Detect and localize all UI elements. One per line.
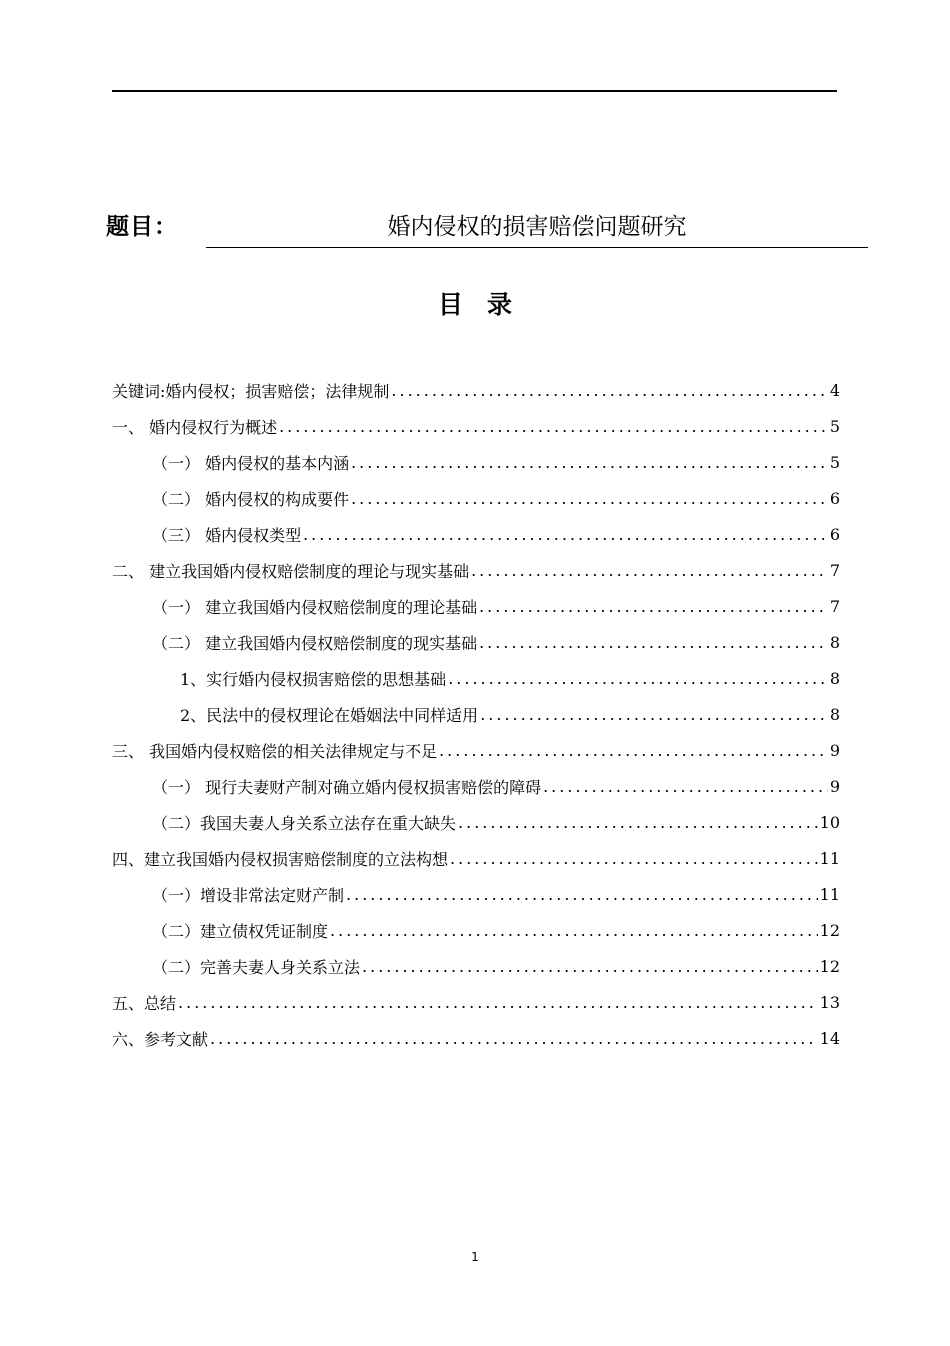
toc-entry-text: 2、民法中的侵权理论在婚姻法中同样适用 (180, 705, 479, 725)
toc-heading: 目录 (437, 290, 536, 319)
toc-entry-page: 13 (819, 992, 840, 1012)
toc-entry-page: 14 (819, 1028, 840, 1048)
toc-entry[interactable] (112, 840, 840, 876)
toc-entry-page: 7 (829, 596, 840, 616)
toc-entry[interactable] (112, 372, 840, 408)
toc-leader-dots (362, 957, 818, 976)
toc-entry-text: 五、总结 (112, 993, 177, 1013)
toc-leader-dots (458, 813, 818, 832)
toc-leader-dots (439, 741, 828, 760)
toc-leader-dots (178, 993, 818, 1012)
toc-entry[interactable] (112, 804, 840, 840)
toc-entry[interactable] (112, 732, 840, 768)
toc-leader-dots (543, 777, 828, 796)
toc-entry[interactable] (112, 444, 840, 480)
title-label: 题目： (106, 214, 178, 240)
toc-entry[interactable] (112, 912, 840, 948)
toc-leader-dots (279, 417, 828, 436)
toc-leader-dots (210, 1029, 818, 1048)
toc-entry-page: 8 (829, 668, 840, 688)
toc-entry-page: 11 (819, 848, 840, 868)
toc-entry-text: （三） 婚内侵权类型 (152, 525, 302, 545)
toc-entry[interactable] (112, 480, 840, 516)
toc-leader-dots (450, 849, 818, 868)
toc-entry-page: 5 (829, 416, 840, 436)
toc-entry-page: 6 (829, 524, 840, 544)
toc-entry-page: 11 (819, 884, 840, 904)
toc-leader-dots (351, 489, 828, 508)
toc-entry-text: （一） 现行夫妻财产制对确立婚内侵权损害赔偿的障碍 (152, 777, 542, 797)
toc-entry-page: 8 (829, 632, 840, 652)
toc-entry-text: 二、 建立我国婚内侵权赔偿制度的理论与现实基础 (112, 561, 470, 581)
toc-entry-text: （一） 婚内侵权的基本内涵 (152, 453, 350, 473)
header-rule (112, 90, 837, 92)
toc-entry-text: 三、 我国婚内侵权赔偿的相关法律规定与不足 (112, 741, 438, 761)
toc-entry-text: （二）我国夫妻人身关系立法存在重大缺失 (152, 813, 457, 833)
toc-entry[interactable] (112, 516, 840, 552)
toc-entry-text: （二） 建立我国婚内侵权赔偿制度的现实基础 (152, 633, 478, 653)
toc-leader-dots (346, 885, 818, 904)
toc-entry-text: （二）完善夫妻人身关系立法 (152, 957, 361, 977)
toc-leader-dots (479, 633, 828, 652)
toc-entry-page: 12 (819, 920, 840, 940)
toc-leader-dots (471, 561, 828, 580)
toc-entry-text: 六、参考文献 (112, 1029, 209, 1049)
toc-entry[interactable] (112, 768, 840, 804)
toc-entry[interactable] (112, 984, 840, 1020)
toc-entry-page: 4 (829, 380, 840, 400)
toc-entry[interactable] (112, 552, 840, 588)
toc-entry-text: （一）增设非常法定财产制 (152, 885, 345, 905)
toc-entry-page: 8 (829, 704, 840, 724)
toc-entry[interactable] (112, 588, 840, 624)
toc-entry[interactable] (112, 660, 840, 696)
toc-entry[interactable] (112, 876, 840, 912)
toc-leader-dots (303, 525, 828, 544)
table-of-contents (112, 372, 840, 1056)
toc-leader-dots (479, 597, 828, 616)
toc-leader-dots (448, 669, 828, 688)
toc-entry-text: 关键词:婚内侵权；损害赔偿；法律规制 (112, 381, 390, 401)
toc-entry-text: 一、 婚内侵权行为概述 (112, 417, 278, 437)
toc-entry-page: 7 (829, 560, 840, 580)
toc-entry[interactable] (112, 408, 840, 444)
toc-leader-dots (351, 453, 828, 472)
toc-entry[interactable] (112, 696, 840, 732)
toc-entry-text: 1、实行婚内侵权损害赔偿的思想基础 (180, 669, 447, 689)
toc-entry-page: 6 (829, 488, 840, 508)
toc-leader-dots (391, 381, 827, 400)
document-title: 婚内侵权的损害赔偿问题研究 (206, 208, 868, 248)
toc-leader-dots (330, 921, 818, 940)
toc-entry-page: 12 (819, 956, 840, 976)
toc-entry[interactable] (112, 948, 840, 984)
toc-entry-text: （二） 婚内侵权的构成要件 (152, 489, 350, 509)
page-number: 1 (471, 1250, 479, 1264)
toc-entry-page: 10 (819, 812, 840, 832)
toc-entry[interactable] (112, 1020, 840, 1056)
toc-entry-page: 9 (829, 776, 840, 796)
toc-leader-dots (480, 705, 828, 724)
toc-entry-text: 四、建立我国婚内侵权损害赔偿制度的立法构想 (112, 849, 449, 869)
toc-entry-text: （一） 建立我国婚内侵权赔偿制度的理论基础 (152, 597, 478, 617)
toc-entry[interactable] (112, 624, 840, 660)
toc-entry-page: 5 (829, 452, 840, 472)
toc-entry-text: （二）建立债权凭证制度 (152, 921, 329, 941)
toc-entry-page: 9 (829, 740, 840, 760)
